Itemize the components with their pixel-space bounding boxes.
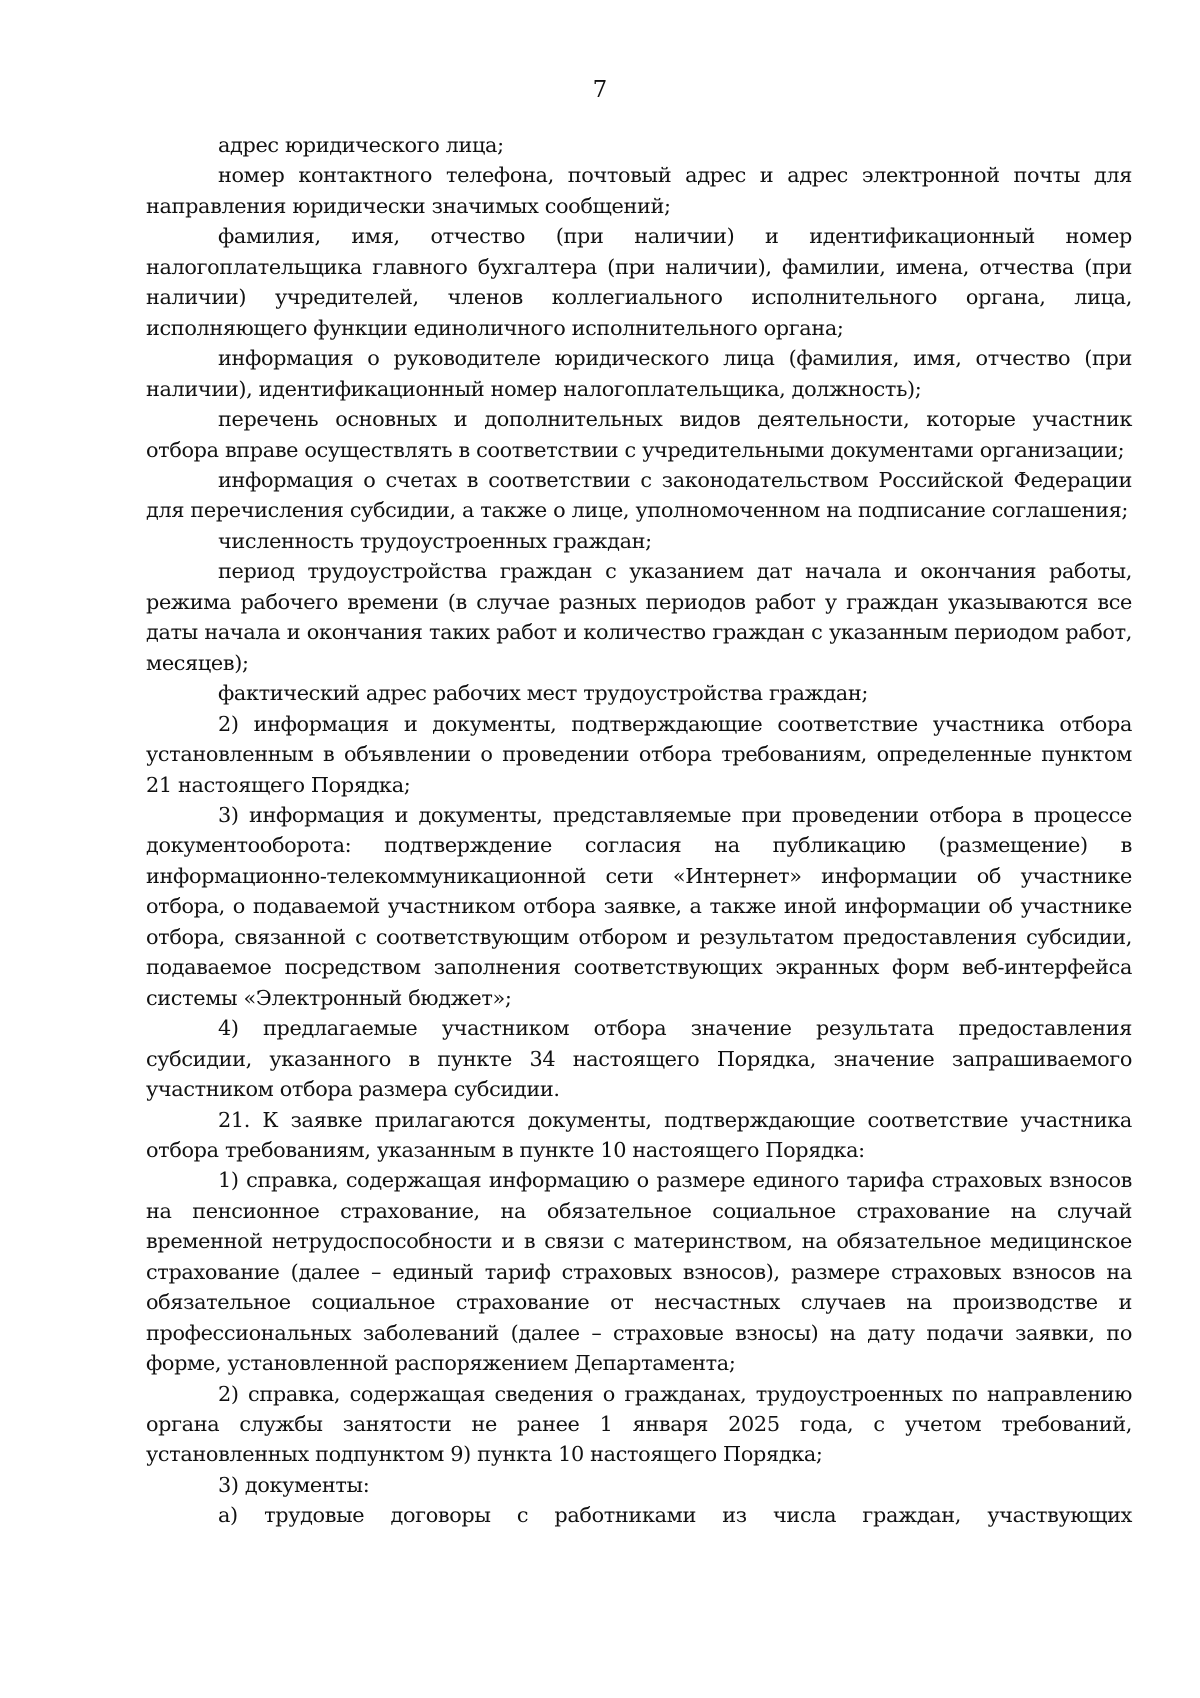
- paragraph-workplace-address: фактический адрес рабочих мест трудоустройства граждан;: [218, 681, 869, 706]
- paragraph-item-2: 2) информация и документы, подтверждающие соответствие участника отбора установленным в объявлении о проведении отбора требованиям, определенные пунктом 21 настоящего Порядка;: [146, 711, 1132, 797]
- paragraph-employed-count: численность трудоустроенных граждан;: [218, 528, 652, 553]
- paragraph-legal-address: адрес юридического лица;: [218, 133, 504, 157]
- paragraph-clause-21-item-3a: а) трудовые договоры с работниками из числа граждан, участвующих: [218, 1503, 1132, 1528]
- paragraph-item-3: 3) информация и документы, представляемые при проведении отбора в процессе документооборота: подтверждение согласия на публикацию (размещение) в информационно-телекоммуникационной сети «Интернет» информации об участнике отбора, о подаваемой участником отбора заявке, а также иной информации об участнике отбора, связанной с соответствующим отбором и результатом предоставления субсидии, подаваемое посредством заполнения соответствующих экранных форм веб-интерфейса системы «Электронный бюджет»;: [146, 802, 1132, 1010]
- paragraph-accountant-founders: фамилия, имя, отчество (при наличии) и идентификационный номер налогоплательщика главного бухгалтера (при наличии), фамилии, имена, отчества (при наличии) учредителей, членов коллегиального исполнительного органа, лица, исполняющего функции единоличного исполнительного органа;: [146, 224, 1132, 340]
- paragraph-clause-21-item-1: 1) справка, содержащая информацию о размере единого тарифа страховых взносов на пенсионное страхование, на обязательное социальное страхование на случай временной нетрудоспособности и в связи с материнством, на обязательное медицинское страхование (далее – единый тариф страховых взносов), размере страховых взносов на обязательное социальное страхование от несчастных случаев на производстве и профессиональных заболеваний (далее – страховые взносы) на дату подачи заявки, по форме, установленной распоряжением Департамента;: [146, 1168, 1132, 1376]
- paragraph-employment-period: период трудоустройства граждан с указанием дат начала и окончания работы, режима рабочего времени (в случае разных периодов работ у граждан указываются все даты начала и окончания таких работ и количество граждан с указанным периодом работ, месяцев);: [146, 559, 1132, 675]
- paragraph-clause-21-item-2: 2) справка, содержащая сведения о гражданах, трудоустроенных по направлению органа службы занятости не ранее 1 января 2025 года, с учетом требований, установленных подпунктом 9) пункта 10 настоящего Порядка;: [146, 1381, 1132, 1467]
- document-body: [146, 130, 1132, 1531]
- paragraph-item-4: 4) предлагаемые участником отбора значение результата предоставления субсидии, указанного в пункте 34 настоящего Порядка, значение запрашиваемого участником отбора размера субсидии.: [146, 1016, 1132, 1102]
- page-number: 7: [592, 77, 608, 103]
- paragraph-clause-21-item-3: 3) документы:: [218, 1472, 370, 1497]
- paragraph-head-info: информация о руководителе юридического лица (фамилия, имя, отчество (при наличии), идентификационный номер налогоплательщика, должность);: [146, 346, 1132, 401]
- paragraph-contact-info: номер контактного телефона, почтовый адрес и адрес электронной почты для направления юридически значимых сообщений;: [146, 163, 1132, 218]
- paragraph-clause-21: 21. К заявке прилагаются документы, подтверждающие соответствие участника отбора требованиям, указанным в пункте 10 настоящего Порядка:: [146, 1107, 1132, 1162]
- paragraph-accounts-info: информация о счетах в соответствии с законодательством Российской Федерации для перечисления субсидии, а также о лице, уполномоченном на подписание соглашения;: [146, 467, 1132, 523]
- paragraph-activity-types: перечень основных и дополнительных видов деятельности, которые участник отбора вправе осуществлять в соответствии с учредительными документами организации;: [146, 407, 1132, 462]
